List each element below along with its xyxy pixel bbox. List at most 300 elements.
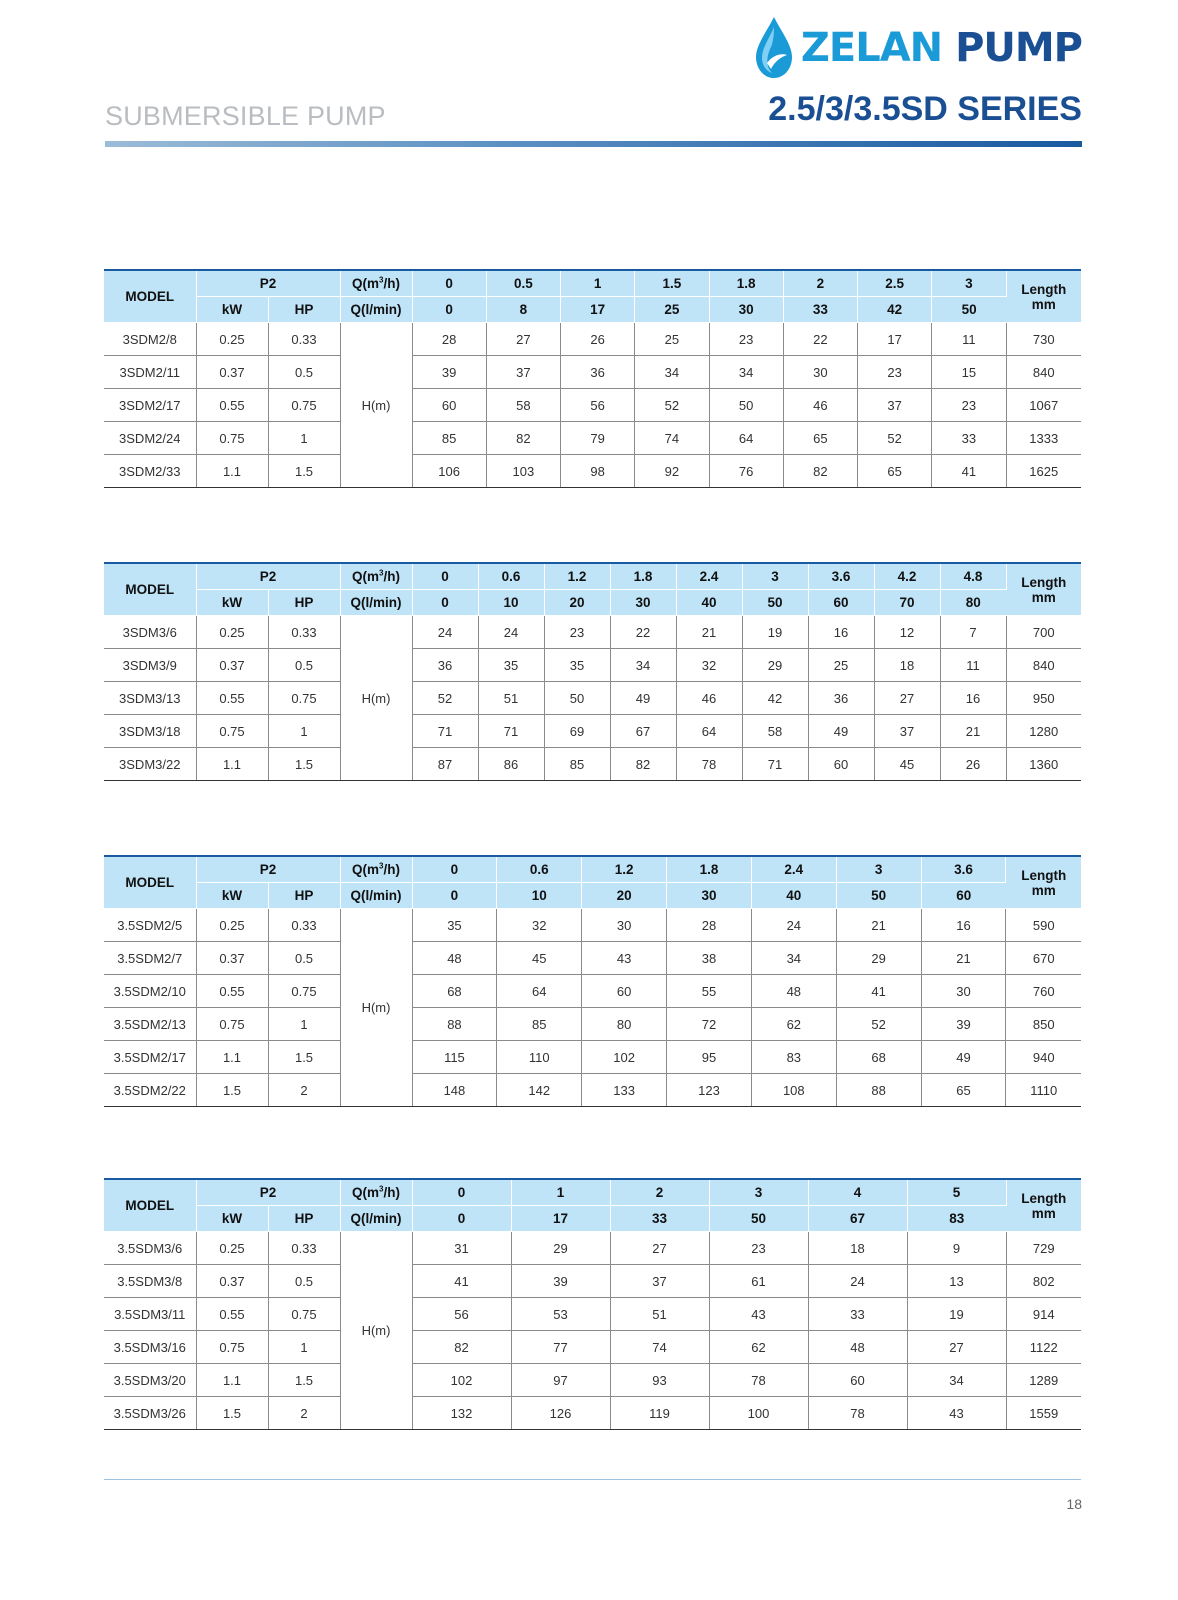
model-cell: 3.5SDM2/22 (104, 1074, 196, 1107)
head-value-cell: 25 (808, 649, 874, 682)
table-row (104, 1397, 1081, 1430)
head-value-cell: 13 (907, 1265, 1006, 1298)
flow-m3h-value: 4.2 (874, 563, 940, 590)
head-value-cell: 32 (497, 909, 582, 942)
model-cell: 3SDM3/6 (104, 616, 196, 649)
hp-cell: 0.75 (268, 682, 340, 715)
head-value-cell: 35 (478, 649, 544, 682)
head-value-cell: 60 (412, 389, 486, 422)
hp-cell: 1 (268, 1331, 340, 1364)
hp-cell: 1 (268, 1008, 340, 1041)
kw-cell: 0.37 (196, 649, 268, 682)
kw-cell: 0.55 (196, 1298, 268, 1331)
model-cell: 3.5SDM2/7 (104, 942, 196, 975)
brand-name-part2: PUMP (955, 25, 1082, 71)
head-value-cell: 97 (511, 1364, 610, 1397)
head-value-cell: 64 (497, 975, 582, 1008)
hp-cell: 1.5 (268, 1364, 340, 1397)
section-label: SUBMERSIBLE PUMP (105, 101, 386, 131)
flow-lmin-value: 33 (783, 297, 857, 323)
head-value-cell: 74 (610, 1331, 709, 1364)
flow-lmin-header: Q(l/min) (340, 590, 412, 616)
length-cell: 914 (1006, 1298, 1081, 1331)
length-cell: 670 (1006, 942, 1081, 975)
hp-cell: 2 (268, 1397, 340, 1430)
brand-name (801, 25, 1082, 71)
head-value-cell: 71 (478, 715, 544, 748)
head-value-cell: 37 (486, 356, 560, 389)
head-value-cell: 49 (921, 1041, 1006, 1074)
flow-m3h-value: 0.6 (478, 563, 544, 590)
head-value-cell: 43 (709, 1298, 808, 1331)
model-cell: 3.5SDM3/6 (104, 1232, 196, 1265)
kw-cell: 1.1 (196, 748, 268, 781)
head-value-cell: 21 (676, 616, 742, 649)
head-value-cell: 82 (412, 1331, 511, 1364)
head-value-cell: 65 (921, 1074, 1006, 1107)
head-value-cell: 37 (610, 1265, 709, 1298)
length-cell: 1360 (1006, 748, 1081, 781)
model-cell: 3.5SDM2/17 (104, 1041, 196, 1074)
head-value-cell: 62 (751, 1008, 836, 1041)
model-header: MODEL (104, 1179, 196, 1232)
length-cell: 1110 (1006, 1074, 1081, 1107)
head-value-cell: 33 (808, 1298, 907, 1331)
hp-cell: 0.5 (268, 942, 340, 975)
head-value-cell: 11 (940, 649, 1006, 682)
flow-lmin-value: 0 (412, 297, 486, 323)
head-value-cell: 7 (940, 616, 1006, 649)
flow-lmin-value: 50 (709, 1206, 808, 1232)
flow-lmin-value: 50 (836, 883, 921, 909)
table-row (104, 1074, 1081, 1107)
head-value-cell: 25 (635, 323, 709, 356)
head-value-cell: 34 (610, 649, 676, 682)
head-value-cell: 27 (486, 323, 560, 356)
head-value-cell: 60 (582, 975, 667, 1008)
table-row (104, 682, 1081, 715)
p2-header: P2 (196, 856, 340, 883)
head-value-cell: 34 (751, 942, 836, 975)
head-value-cell: 53 (511, 1298, 610, 1331)
flow-lmin-value: 0 (412, 883, 497, 909)
header-row-flow-m3h (104, 563, 1081, 590)
length-cell: 802 (1006, 1265, 1081, 1298)
table-row (104, 715, 1081, 748)
table-row (104, 356, 1081, 389)
head-value-cell: 43 (907, 1397, 1006, 1430)
flow-m3h-value: 1.2 (582, 856, 667, 883)
flow-m3h-value: 4 (808, 1179, 907, 1206)
hp-cell: 1 (268, 422, 340, 455)
hp-cell: 1.5 (268, 1041, 340, 1074)
kw-cell: 0.37 (196, 942, 268, 975)
head-value-cell: 30 (783, 356, 857, 389)
flow-lmin-value: 30 (709, 297, 783, 323)
table-row (104, 909, 1081, 942)
table-row (104, 1331, 1081, 1364)
head-value-cell: 48 (808, 1331, 907, 1364)
flow-m3h-value: 1.8 (667, 856, 752, 883)
length-header-unit: mm (1031, 882, 1056, 898)
head-value-cell: 77 (511, 1331, 610, 1364)
performance-table (104, 562, 1081, 781)
table-row (104, 942, 1081, 975)
head-value-cell: 60 (808, 748, 874, 781)
p2-header: P2 (196, 563, 340, 590)
table-row (104, 649, 1081, 682)
head-value-cell: 19 (907, 1298, 1006, 1331)
table-row (104, 389, 1081, 422)
table-row (104, 1232, 1081, 1265)
flow-m3h-value: 0 (412, 856, 497, 883)
length-cell: 1122 (1006, 1331, 1081, 1364)
head-value-cell: 27 (874, 682, 940, 715)
hp-cell: 0.75 (268, 389, 340, 422)
length-header-unit: mm (1031, 589, 1056, 605)
head-value-cell: 50 (709, 389, 783, 422)
head-value-cell: 80 (582, 1008, 667, 1041)
kw-cell: 0.75 (196, 1331, 268, 1364)
length-cell: 940 (1006, 1041, 1081, 1074)
head-value-cell: 56 (412, 1298, 511, 1331)
head-value-cell: 103 (486, 455, 560, 488)
head-value-cell: 27 (907, 1331, 1006, 1364)
water-drop-icon (753, 15, 795, 81)
head-value-cell: 82 (610, 748, 676, 781)
head-value-cell: 123 (667, 1074, 752, 1107)
head-value-cell: 62 (709, 1331, 808, 1364)
flow-lmin-value: 42 (858, 297, 932, 323)
head-value-cell: 65 (858, 455, 932, 488)
head-value-cell: 65 (783, 422, 857, 455)
head-value-cell: 46 (783, 389, 857, 422)
head-value-cell: 28 (412, 323, 486, 356)
model-cell: 3.5SDM3/16 (104, 1331, 196, 1364)
kw-cell: 0.37 (196, 356, 268, 389)
head-value-cell: 60 (808, 1364, 907, 1397)
head-value-cell: 12 (874, 616, 940, 649)
flow-lmin-value: 83 (907, 1206, 1006, 1232)
hp-cell: 0.5 (268, 1265, 340, 1298)
kw-cell: 0.75 (196, 715, 268, 748)
length-cell: 700 (1006, 616, 1081, 649)
head-value-cell: 18 (808, 1232, 907, 1265)
hp-cell: 1.5 (268, 455, 340, 488)
model-cell: 3SDM3/18 (104, 715, 196, 748)
kw-cell: 1.1 (196, 455, 268, 488)
head-value-cell: 30 (921, 975, 1006, 1008)
flow-m3h-value: 2.5 (858, 270, 932, 297)
hp-cell: 0.5 (268, 649, 340, 682)
model-cell: 3SDM2/24 (104, 422, 196, 455)
length-cell: 730 (1006, 323, 1081, 356)
head-value-cell: 39 (511, 1265, 610, 1298)
hp-cell: 2 (268, 1074, 340, 1107)
hp-header: HP (268, 590, 340, 616)
flow-lmin-header: Q(l/min) (340, 1206, 412, 1232)
length-cell: 590 (1006, 909, 1081, 942)
flow-lmin-value: 17 (511, 1206, 610, 1232)
head-value-cell: 35 (412, 909, 497, 942)
flow-lmin-value: 8 (486, 297, 560, 323)
head-value-cell: 61 (709, 1265, 808, 1298)
table-row (104, 1298, 1081, 1331)
flow-m3h-header (340, 270, 412, 297)
model-header: MODEL (104, 856, 196, 909)
head-value-cell: 64 (676, 715, 742, 748)
head-value-cell: 23 (932, 389, 1006, 422)
head-value-cell: 85 (497, 1008, 582, 1041)
flow-lmin-value: 67 (808, 1206, 907, 1232)
model-header: MODEL (104, 270, 196, 323)
flow-m3h-value: 4.8 (940, 563, 1006, 590)
table-row (104, 616, 1081, 649)
head-value-cell: 23 (709, 323, 783, 356)
head-value-cell: 36 (561, 356, 635, 389)
head-value-cell: 74 (635, 422, 709, 455)
head-value-cell: 43 (582, 942, 667, 975)
table-row (104, 1008, 1081, 1041)
head-value-cell: 52 (635, 389, 709, 422)
model-cell: 3.5SDM3/11 (104, 1298, 196, 1331)
head-value-cell: 33 (932, 422, 1006, 455)
table-row (104, 975, 1081, 1008)
head-value-cell: 19 (742, 616, 808, 649)
length-cell: 1625 (1006, 455, 1081, 488)
head-value-cell: 102 (412, 1364, 511, 1397)
flow-m3h-value: 1.2 (544, 563, 610, 590)
head-value-cell: 26 (940, 748, 1006, 781)
head-value-cell: 16 (940, 682, 1006, 715)
kw-header: kW (196, 883, 268, 909)
footer-divider (104, 1479, 1081, 1480)
length-cell: 1289 (1006, 1364, 1081, 1397)
hp-header: HP (268, 1206, 340, 1232)
head-value-cell: 56 (561, 389, 635, 422)
flow-m3h-label-exponent: 3 (379, 861, 384, 871)
hp-cell: 0.33 (268, 1232, 340, 1265)
head-value-cell: 22 (783, 323, 857, 356)
flow-m3h-value: 1.8 (709, 270, 783, 297)
length-header-unit: mm (1031, 1205, 1056, 1221)
length-cell: 1067 (1006, 389, 1081, 422)
flow-lmin-value: 10 (478, 590, 544, 616)
length-header (1006, 1179, 1081, 1232)
flow-m3h-label-suffix: /h) (383, 276, 400, 291)
head-value-cell: 31 (412, 1232, 511, 1265)
head-value-cell: 48 (412, 942, 497, 975)
table-row (104, 1364, 1081, 1397)
flow-m3h-value: 2.4 (676, 563, 742, 590)
head-value-cell: 58 (486, 389, 560, 422)
flow-lmin-value: 80 (940, 590, 1006, 616)
hp-cell: 0.33 (268, 909, 340, 942)
head-label-cell: H(m) (340, 909, 412, 1107)
head-value-cell: 148 (412, 1074, 497, 1107)
flow-m3h-value: 1 (511, 1179, 610, 1206)
head-value-cell: 69 (544, 715, 610, 748)
head-value-cell: 78 (808, 1397, 907, 1430)
header-divider (105, 141, 1082, 147)
head-value-cell: 85 (412, 422, 486, 455)
flow-m3h-value: 0 (412, 270, 486, 297)
kw-header: kW (196, 1206, 268, 1232)
head-value-cell: 71 (742, 748, 808, 781)
flow-lmin-value: 40 (751, 883, 836, 909)
length-cell: 1333 (1006, 422, 1081, 455)
kw-cell: 0.25 (196, 909, 268, 942)
head-value-cell: 24 (412, 616, 478, 649)
head-value-cell: 30 (582, 909, 667, 942)
head-value-cell: 37 (874, 715, 940, 748)
kw-cell: 1.1 (196, 1364, 268, 1397)
head-value-cell: 23 (709, 1232, 808, 1265)
head-value-cell: 36 (808, 682, 874, 715)
head-value-cell: 68 (836, 1041, 921, 1074)
flow-m3h-value: 1.8 (610, 563, 676, 590)
head-value-cell: 21 (836, 909, 921, 942)
head-value-cell: 58 (742, 715, 808, 748)
hp-cell: 1 (268, 715, 340, 748)
flow-lmin-value: 50 (932, 297, 1006, 323)
head-value-cell: 15 (932, 356, 1006, 389)
kw-cell: 0.75 (196, 1008, 268, 1041)
length-cell: 1559 (1006, 1397, 1081, 1430)
model-cell: 3.5SDM3/20 (104, 1364, 196, 1397)
table-row (104, 1265, 1081, 1298)
head-value-cell: 39 (921, 1008, 1006, 1041)
performance-table (104, 269, 1081, 488)
flow-lmin-value: 20 (544, 590, 610, 616)
flow-m3h-value: 3.6 (921, 856, 1006, 883)
flow-m3h-label-suffix: /h) (383, 862, 400, 877)
flow-m3h-value: 0.5 (486, 270, 560, 297)
model-cell: 3.5SDM2/13 (104, 1008, 196, 1041)
model-cell: 3SDM2/17 (104, 389, 196, 422)
hp-cell: 0.75 (268, 975, 340, 1008)
hp-header: HP (268, 297, 340, 323)
head-value-cell: 26 (561, 323, 635, 356)
head-value-cell: 86 (478, 748, 544, 781)
head-value-cell: 24 (808, 1265, 907, 1298)
flow-m3h-header (340, 1179, 412, 1206)
kw-header: kW (196, 590, 268, 616)
head-value-cell: 142 (497, 1074, 582, 1107)
head-value-cell: 71 (412, 715, 478, 748)
table-row (104, 1041, 1081, 1074)
head-value-cell: 55 (667, 975, 752, 1008)
flow-m3h-label-exponent: 3 (379, 568, 384, 578)
head-value-cell: 87 (412, 748, 478, 781)
length-cell: 1280 (1006, 715, 1081, 748)
head-value-cell: 23 (858, 356, 932, 389)
flow-m3h-value: 2.4 (751, 856, 836, 883)
flow-m3h-value: 2 (610, 1179, 709, 1206)
model-cell: 3SDM2/33 (104, 455, 196, 488)
model-cell: 3SDM3/22 (104, 748, 196, 781)
flow-m3h-value: 3 (836, 856, 921, 883)
head-value-cell: 21 (921, 942, 1006, 975)
head-value-cell: 32 (676, 649, 742, 682)
head-label-cell: H(m) (340, 323, 412, 488)
head-value-cell: 78 (676, 748, 742, 781)
head-value-cell: 29 (836, 942, 921, 975)
hp-cell: 0.33 (268, 616, 340, 649)
head-value-cell: 23 (544, 616, 610, 649)
head-value-cell: 92 (635, 455, 709, 488)
header-row-flow-lmin (104, 1206, 1081, 1232)
flow-lmin-value: 30 (667, 883, 752, 909)
head-value-cell: 9 (907, 1232, 1006, 1265)
flow-lmin-header: Q(l/min) (340, 297, 412, 323)
head-value-cell: 29 (511, 1232, 610, 1265)
model-cell: 3SDM3/13 (104, 682, 196, 715)
model-cell: 3.5SDM3/26 (104, 1397, 196, 1430)
head-value-cell: 85 (544, 748, 610, 781)
head-value-cell: 27 (610, 1232, 709, 1265)
flow-m3h-header (340, 856, 412, 883)
head-value-cell: 64 (709, 422, 783, 455)
kw-cell: 0.75 (196, 422, 268, 455)
flow-m3h-value: 3.6 (808, 563, 874, 590)
length-header-label: Length (1021, 1190, 1067, 1206)
flow-m3h-value: 1.5 (635, 270, 709, 297)
head-value-cell: 16 (921, 909, 1006, 942)
head-value-cell: 34 (709, 356, 783, 389)
head-value-cell: 82 (486, 422, 560, 455)
head-value-cell: 106 (412, 455, 486, 488)
flow-m3h-value: 0.6 (497, 856, 582, 883)
head-value-cell: 72 (667, 1008, 752, 1041)
flow-m3h-label-suffix: /h) (383, 1185, 400, 1200)
flow-lmin-value: 0 (412, 590, 478, 616)
series-title: 2.5/3/3.5SD SERIES (768, 90, 1082, 128)
flow-m3h-value: 2 (783, 270, 857, 297)
p2-header: P2 (196, 270, 340, 297)
length-header-label: Length (1021, 281, 1067, 297)
head-value-cell: 52 (858, 422, 932, 455)
header-row-flow-m3h (104, 1179, 1081, 1206)
head-value-cell: 119 (610, 1397, 709, 1430)
flow-m3h-value: 5 (907, 1179, 1006, 1206)
flow-m3h-value: 0 (412, 1179, 511, 1206)
kw-cell: 0.37 (196, 1265, 268, 1298)
head-value-cell: 41 (836, 975, 921, 1008)
flow-m3h-label-exponent: 3 (379, 275, 384, 285)
head-value-cell: 108 (751, 1074, 836, 1107)
page-header (0, 0, 1178, 160)
head-value-cell: 51 (610, 1298, 709, 1331)
head-value-cell: 93 (610, 1364, 709, 1397)
head-value-cell: 51 (478, 682, 544, 715)
head-value-cell: 126 (511, 1397, 610, 1430)
head-value-cell: 50 (544, 682, 610, 715)
performance-table (104, 855, 1081, 1107)
brand-name-part1: ZELAN (800, 25, 943, 71)
head-value-cell: 98 (561, 455, 635, 488)
hp-cell: 0.5 (268, 356, 340, 389)
flow-m3h-label-prefix: Q(m (352, 569, 380, 584)
head-value-cell: 49 (610, 682, 676, 715)
kw-cell: 0.55 (196, 975, 268, 1008)
head-value-cell: 38 (667, 942, 752, 975)
header-row-flow-lmin (104, 590, 1081, 616)
head-value-cell: 83 (751, 1041, 836, 1074)
hp-cell: 1.5 (268, 748, 340, 781)
head-label-cell: H(m) (340, 1232, 412, 1430)
head-value-cell: 11 (932, 323, 1006, 356)
